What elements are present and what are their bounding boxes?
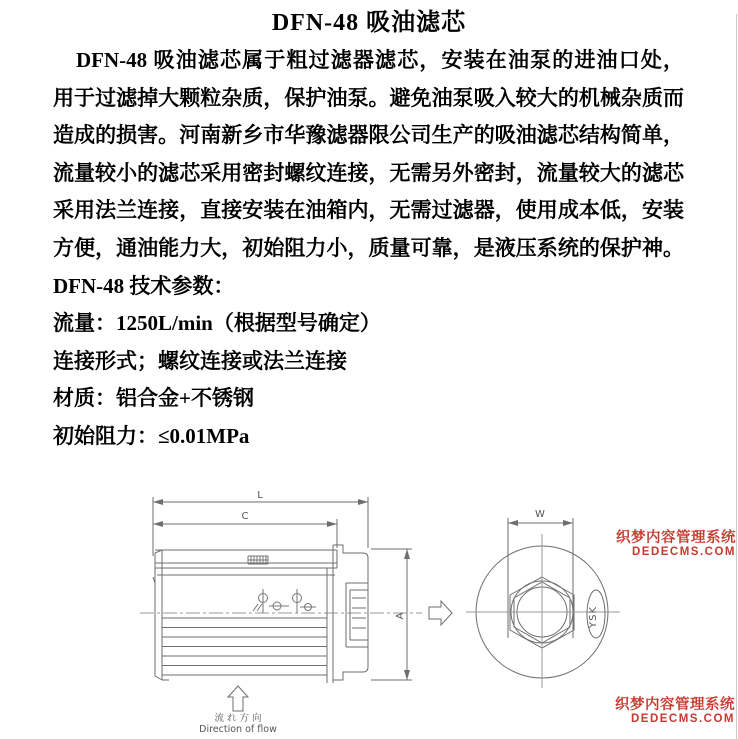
paragraph-line: DFN-48 吸油滤芯属于粗过滤器滤芯，安装在油泵的进油口处，	[76, 48, 684, 72]
spec-line-flow: 流量：1250L/min（根据型号确定）	[53, 311, 381, 336]
badge-label: YSK	[588, 605, 599, 629]
end-view	[466, 509, 620, 688]
spec-line-material: 材质：铝合金+不锈钢	[53, 386, 254, 411]
watermark-cn-text: 织梦内容管理系统	[616, 530, 736, 546]
weld-symbols	[253, 589, 316, 613]
paragraph-line: 流量较小的滤芯采用密封螺纹连接，无需另外密封，流量较大的滤芯	[53, 160, 684, 185]
page-right-border	[736, 14, 737, 739]
watermark-dedecms-top	[616, 531, 736, 559]
dim-label-W: W	[535, 509, 545, 520]
threaded-connector	[327, 545, 368, 683]
spec-line-connection: 连接形式；螺纹连接或法兰连接	[53, 348, 347, 373]
view-direction-arrow-icon	[429, 601, 452, 625]
flow-label-cn: 流 れ 方 向	[214, 713, 262, 724]
dim-label-C: C	[241, 511, 249, 522]
pleated-element	[162, 618, 327, 675]
brand-badge	[587, 590, 605, 638]
dimension-L	[153, 490, 368, 556]
dim-label-A: A	[395, 612, 406, 620]
flow-arrow-icon	[228, 686, 248, 711]
paragraph-line: 用于过滤掉大颗粒杂质，保护油泵。避免油泵吸入较大的机械杂质而	[53, 85, 684, 110]
paragraph-line: 造成的损害。河南新乡市华豫滤器限公司生产的吸油滤芯结构简单，	[53, 123, 684, 148]
side-view	[140, 490, 422, 735]
flow-label-en: Direction of flow	[199, 724, 277, 735]
page-title: DFN-48 吸油滤芯	[271, 10, 467, 36]
spec-line-heading: DFN-48 技术参数：	[53, 273, 235, 298]
dimension-C	[153, 511, 337, 548]
paragraph-line: 方便，通油能力大，初始阻力小，质量可靠，是液压系统的保护神。	[53, 235, 684, 260]
filter-cap	[155, 550, 337, 575]
left-end-cap	[153, 550, 169, 680]
dim-label-L: L	[257, 490, 263, 501]
watermark-en-text: DEDECMS.COM	[631, 546, 736, 558]
watermark-cn-text: 织梦内容管理系统	[615, 697, 735, 713]
watermark-dedecms-bottom	[615, 698, 735, 726]
paragraph-line: 采用法兰连接，直接安装在油箱内，无需过滤器，使用成本低，安装	[53, 198, 684, 223]
watermark-en-text: DEDECMS.COM	[630, 713, 735, 725]
spec-line-resistance: 初始阻力：≤0.01MPa	[53, 423, 250, 448]
dimension-A	[371, 549, 412, 680]
